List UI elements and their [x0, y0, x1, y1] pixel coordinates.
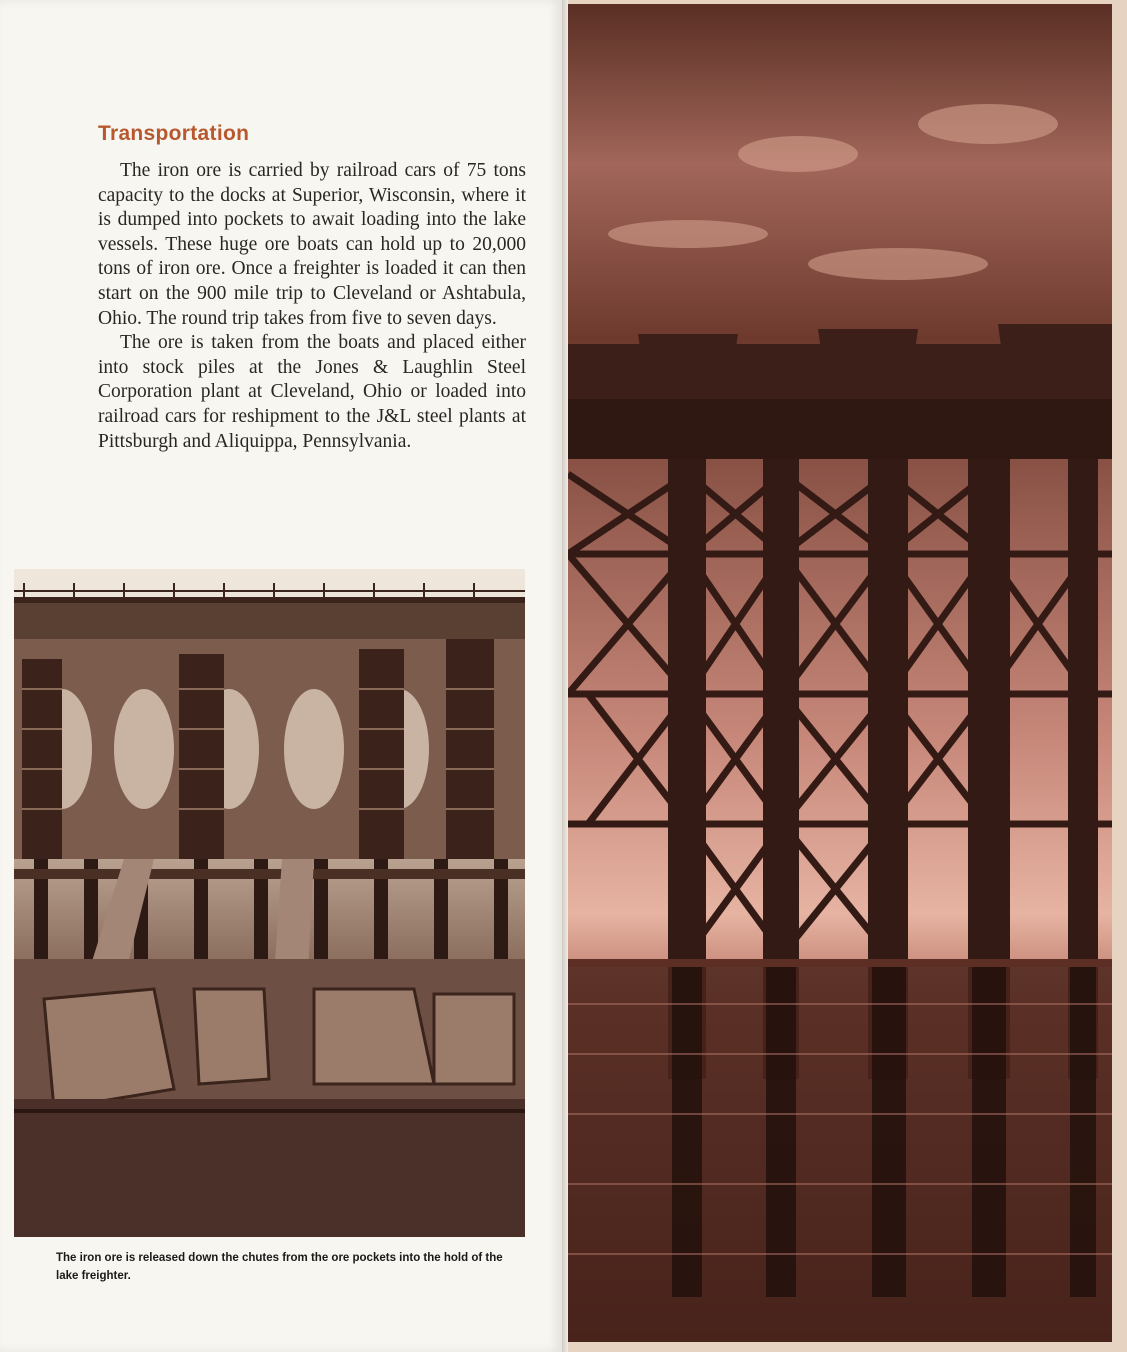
trestle-photo [568, 4, 1112, 1342]
right-page [568, 0, 1127, 1352]
body-text [98, 159, 526, 454]
left-page [0, 0, 562, 1352]
ore-dock-photo [14, 569, 525, 1237]
section-heading: Transportation [98, 122, 250, 145]
figure-caption: The iron ore is released down the chutes from the ore pockets into the hold of the lake freighter. [56, 1252, 503, 1282]
paragraph-1: The iron ore is carried by railroad cars of 75 tons capacity to the docks at Superior, Wisconsin, where it is dumped into pockets to await loading into the lake vessels. These huge ore boats can hold up to 20,000 tons of iron ore. Once a freighter is loaded it can then start on the 900 mile trip to Cleveland or Ashtabula, Ohio. The round trip takes from five to seven days. [98, 160, 526, 329]
paragraph-2: The ore is taken from the boats and placed either into stock piles at the Jones & Laughlin Steel Corporation plant at Cleveland, Ohio or loaded into railroad cars for reshipment to the J&L steel plants at Pittsburgh and Aliquippa, Pennsylvania. [98, 332, 526, 452]
